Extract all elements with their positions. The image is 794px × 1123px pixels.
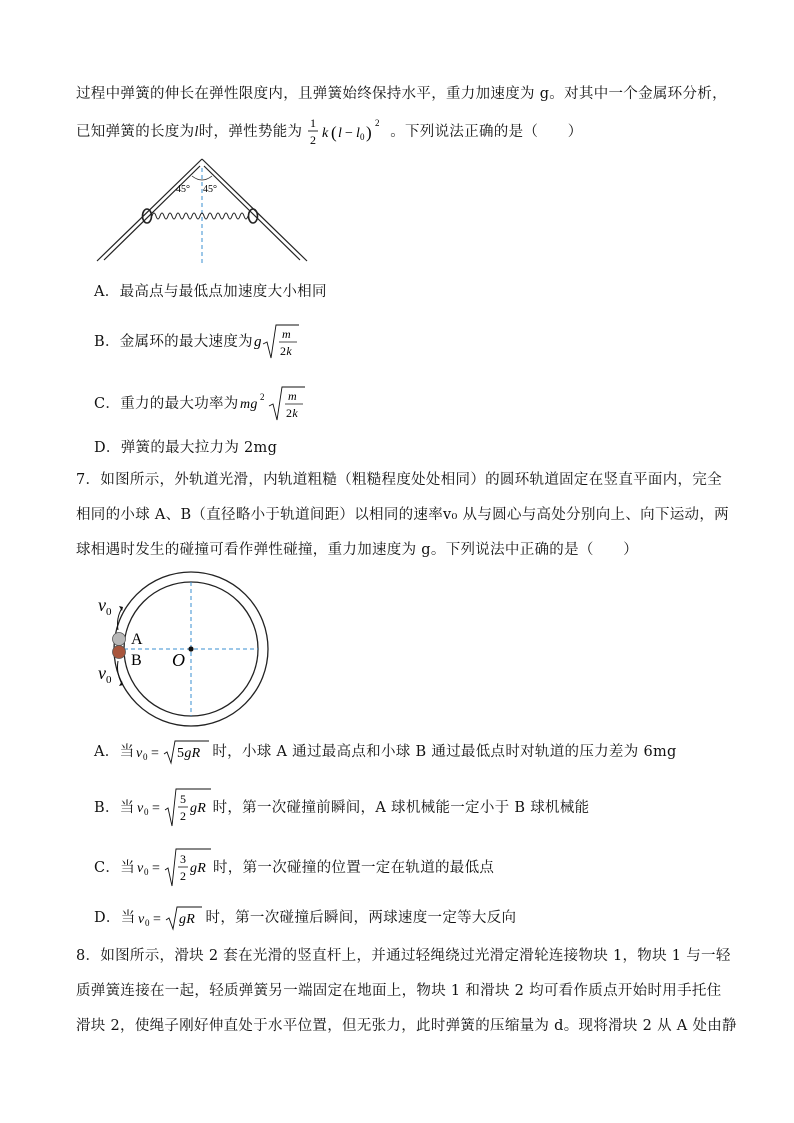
q7-text-line-3: 球相遇时发生的碰撞可看作弹性碰撞，重力加速度为 g。下列说法中正确的是（ ） bbox=[76, 542, 639, 558]
svg-text:−: − bbox=[345, 126, 354, 141]
label-v0-top: $v_0$ bbox=[98, 595, 112, 618]
svg-text:2: 2 bbox=[179, 809, 186, 823]
q7-option-d bbox=[94, 904, 516, 932]
q6-option-b bbox=[94, 322, 301, 362]
q7-option-d-formula bbox=[136, 904, 206, 932]
svg-text:0: 0 bbox=[143, 807, 149, 817]
svg-text:5gR: 5gR bbox=[177, 746, 201, 761]
q6-option-c-text: C．重力的最大功率为 bbox=[94, 396, 239, 412]
q7-option-a-pre: A．当 bbox=[94, 744, 135, 760]
q7-figure-circular-track bbox=[92, 560, 282, 740]
svg-text:m: m bbox=[287, 389, 297, 403]
q8-text-line-1: 8．如图所示，滑块 2 套在光滑的竖直杆上，并通过轻绳绕过光滑定滑轮连接物块 1，物块 1 与一轻 bbox=[76, 948, 731, 964]
svg-text:l: l bbox=[356, 126, 361, 141]
q6-line2-pre: 已知弹簧的长度为 bbox=[76, 124, 195, 140]
svg-text:2: 2 bbox=[259, 392, 265, 402]
q7-option-c-post: 时，第一次碰撞的位置一定在轨道的最低点 bbox=[213, 860, 495, 876]
svg-text:=: = bbox=[151, 746, 160, 761]
q7-option-d-pre: D．当 bbox=[94, 910, 136, 926]
angle-left-label: 45° bbox=[176, 184, 190, 195]
q7-option-c-pre: C．当 bbox=[94, 860, 135, 876]
svg-text:v: v bbox=[136, 801, 144, 816]
svg-text:=: = bbox=[152, 912, 161, 927]
label-a: A bbox=[131, 631, 143, 648]
angle-right-label: 45° bbox=[203, 184, 217, 195]
svg-text:gR: gR bbox=[178, 912, 195, 927]
svg-text:1: 1 bbox=[310, 116, 317, 130]
spring bbox=[152, 213, 248, 219]
svg-text:2: 2 bbox=[310, 133, 317, 147]
svg-text:5: 5 bbox=[179, 792, 186, 806]
svg-text:2k: 2k bbox=[285, 406, 298, 420]
label-v0-bottom: $v_0$ bbox=[98, 663, 112, 686]
q6-line2-mid: 时，弹性势能为 bbox=[198, 124, 303, 140]
q7-option-a-formula bbox=[134, 738, 212, 766]
q7-option-b-formula bbox=[135, 786, 213, 830]
q7-text-line-1: 7．如图所示，外轨道光滑，内轨道粗糙（粗糙程度处处相同）的圆环轨道固定在竖直平面内，完全 bbox=[76, 472, 722, 488]
q6-figure-spring-frame bbox=[92, 156, 314, 266]
q7-option-d-post: 时，第一次碰撞后瞬间，两球速度一定等大反向 bbox=[205, 910, 517, 926]
svg-text:0: 0 bbox=[143, 752, 149, 762]
svg-text:0: 0 bbox=[144, 918, 150, 928]
q7-option-b bbox=[94, 786, 589, 830]
svg-text:2: 2 bbox=[375, 118, 381, 128]
q6-option-d: D．弹簧的最大拉力为 2mg bbox=[94, 440, 278, 456]
q7-option-c-formula bbox=[135, 846, 213, 890]
q6-option-a: A．最高点与最低点加速度大小相同 bbox=[94, 284, 327, 300]
svg-text:m: m bbox=[281, 327, 291, 341]
label-o: O bbox=[172, 650, 185, 670]
ball-b bbox=[113, 646, 126, 659]
ball-a bbox=[113, 633, 126, 646]
q7-option-b-post: 时，第一次碰撞前瞬间，A 球机械能一定小于 B 球机械能 bbox=[212, 800, 590, 816]
q6-option-c bbox=[94, 384, 309, 424]
svg-text:v: v bbox=[137, 861, 144, 876]
q7-option-b-pre: B．当 bbox=[94, 800, 135, 816]
svg-text:l: l bbox=[338, 126, 343, 141]
q7-option-a-post: 时，小球 A 通过最高点和小球 B 通过最低点时对轨道的压力差为 6mg bbox=[212, 744, 677, 760]
q7-text-line-2: 相同的小球 A、B（直径略小于轨道间距）以相同的速率v₀ 从与圆心与高处分别向上、向下运动，两 bbox=[76, 507, 729, 523]
q7-option-c bbox=[94, 846, 494, 890]
center-point bbox=[188, 646, 193, 651]
svg-text:2k: 2k bbox=[279, 344, 292, 358]
svg-text:3: 3 bbox=[180, 852, 187, 866]
q6-option-b-text: B．金属环的最大速度为 bbox=[94, 334, 253, 350]
q6-line2-post: 。下列说法正确的是（ ） bbox=[390, 124, 583, 140]
svg-text:=: = bbox=[152, 861, 161, 876]
svg-text:): ) bbox=[366, 123, 373, 142]
q6-text-line-1: 过程中弹簧的伸长在弹性限度内，且弹簧始终保持水平，重力加速度为 g。对其中一个金属环分析， bbox=[76, 86, 727, 102]
svg-text:k: k bbox=[322, 126, 329, 141]
q6-var-l: l bbox=[194, 124, 199, 140]
elastic-energy-formula bbox=[307, 114, 385, 150]
svg-text:0: 0 bbox=[144, 867, 149, 877]
svg-text:v: v bbox=[136, 746, 143, 761]
right-ring bbox=[249, 209, 258, 223]
svg-text:g: g bbox=[253, 334, 262, 350]
svg-text:=: = bbox=[151, 801, 160, 816]
q8-text-line-3: 滑块 2，使绳子刚好伸直处于水平位置，但无张力，此时弹簧的压缩量为 d。现将滑块 2 从 A 处由静 bbox=[76, 1018, 737, 1034]
svg-text:2: 2 bbox=[180, 869, 187, 883]
label-b: B bbox=[131, 652, 142, 669]
q6-text-line-2 bbox=[76, 114, 583, 150]
svg-text:mg: mg bbox=[239, 397, 258, 412]
q6-option-c-formula bbox=[239, 384, 309, 424]
svg-text:(: ( bbox=[331, 123, 338, 142]
q8-text-line-2: 质弹簧连接在一起，轻质弹簧另一端固定在地面上，物块 1 和滑块 2 均可看作质点开始时用手托住 bbox=[76, 983, 722, 999]
q7-option-a bbox=[94, 738, 677, 766]
svg-text:gR: gR bbox=[190, 861, 207, 876]
svg-text:0: 0 bbox=[360, 132, 366, 142]
svg-text:gR: gR bbox=[189, 801, 206, 816]
svg-text:v: v bbox=[137, 912, 145, 927]
q6-option-b-formula bbox=[253, 322, 301, 362]
